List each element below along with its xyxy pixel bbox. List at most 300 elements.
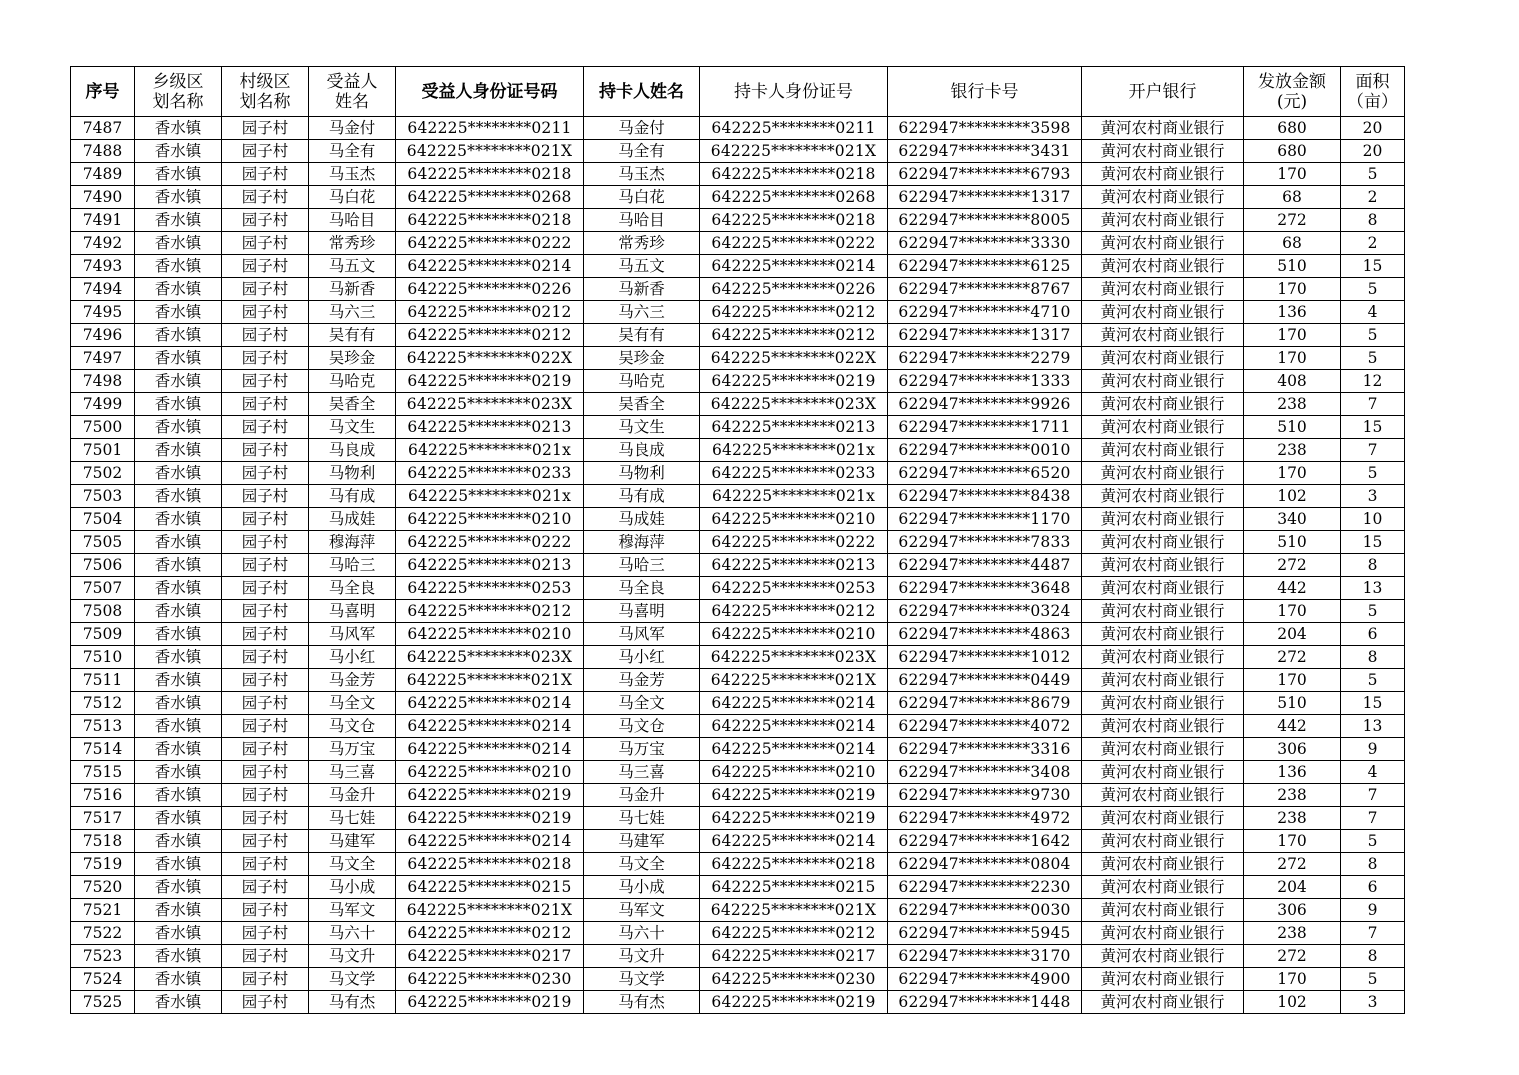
cell-cardholder-id: 642225********0217 <box>700 945 888 968</box>
cell-area: 13 <box>1341 715 1405 738</box>
cell-bank: 黄河农村商业银行 <box>1082 922 1244 945</box>
cell-bank: 黄河农村商业银行 <box>1082 462 1244 485</box>
table-row <box>71 531 1405 554</box>
cell-beneficiary-name: 马新香 <box>309 278 396 301</box>
cell-area: 5 <box>1341 600 1405 623</box>
cell-bank-card: 622947*********0030 <box>888 899 1082 922</box>
cell-village: 园子村 <box>222 416 309 439</box>
cell-bank: 黄河农村商业银行 <box>1082 416 1244 439</box>
cell-amount: 272 <box>1244 853 1341 876</box>
cell-cardholder-id: 642225********0226 <box>700 278 888 301</box>
table-row <box>71 117 1405 140</box>
cell-bank-card: 622947*********0010 <box>888 439 1082 462</box>
cell-cardholder-name: 马建军 <box>584 830 700 853</box>
table-body <box>71 117 1405 1014</box>
cell-cardholder-id: 642225********0218 <box>700 209 888 232</box>
cell-cardholder-id: 642225********0215 <box>700 876 888 899</box>
cell-area: 8 <box>1341 646 1405 669</box>
header-label: 发放金额 <box>1258 71 1326 92</box>
cell-bank-card: 622947*********4972 <box>888 807 1082 830</box>
cell-township: 香水镇 <box>135 462 222 485</box>
header-label: (元) <box>1276 91 1308 112</box>
cell-beneficiary-id: 642225********0226 <box>396 278 584 301</box>
cell-seq-no: 7495 <box>71 301 135 324</box>
cell-cardholder-id: 642225********0219 <box>700 991 888 1014</box>
cell-bank: 黄河农村商业银行 <box>1082 991 1244 1014</box>
cell-area: 8 <box>1341 853 1405 876</box>
cell-seq-no: 7521 <box>71 899 135 922</box>
cell-village: 园子村 <box>222 347 309 370</box>
cell-village: 园子村 <box>222 255 309 278</box>
cell-seq-no: 7488 <box>71 140 135 163</box>
table-row <box>71 324 1405 347</box>
table-row <box>71 485 1405 508</box>
cell-area: 5 <box>1341 324 1405 347</box>
cell-area: 5 <box>1341 968 1405 991</box>
cell-bank-card: 622947*********1333 <box>888 370 1082 393</box>
table-row <box>71 416 1405 439</box>
header-cardholder-id <box>700 67 888 117</box>
cell-area: 15 <box>1341 692 1405 715</box>
cell-cardholder-id: 642225********0214 <box>700 255 888 278</box>
cell-cardholder-name: 马哈目 <box>584 209 700 232</box>
table-row <box>71 508 1405 531</box>
cell-bank-card: 622947*********3598 <box>888 117 1082 140</box>
table-row <box>71 807 1405 830</box>
cell-beneficiary-id: 642225********021x <box>396 439 584 462</box>
cell-seq-no: 7497 <box>71 347 135 370</box>
header-beneficiary-name <box>309 67 396 117</box>
cell-area: 6 <box>1341 623 1405 646</box>
cell-area: 8 <box>1341 945 1405 968</box>
cell-beneficiary-id: 642225********0213 <box>396 554 584 577</box>
cell-cardholder-name: 马文生 <box>584 416 700 439</box>
cell-beneficiary-name: 马有杰 <box>309 991 396 1014</box>
table-row <box>71 163 1405 186</box>
cell-cardholder-id: 642225********0210 <box>700 508 888 531</box>
cell-cardholder-name: 马七娃 <box>584 807 700 830</box>
cell-village: 园子村 <box>222 876 309 899</box>
cell-beneficiary-id: 642225********0219 <box>396 370 584 393</box>
cell-beneficiary-id: 642225********0219 <box>396 807 584 830</box>
header-cardholder-name <box>584 67 700 117</box>
cell-area: 8 <box>1341 554 1405 577</box>
cell-bank: 黄河农村商业银行 <box>1082 439 1244 462</box>
cell-bank: 黄河农村商业银行 <box>1082 531 1244 554</box>
cell-beneficiary-name: 常秀珍 <box>309 232 396 255</box>
cell-area: 12 <box>1341 370 1405 393</box>
cell-beneficiary-name: 马金升 <box>309 784 396 807</box>
cell-cardholder-name: 马文学 <box>584 968 700 991</box>
cell-seq-no: 7522 <box>71 922 135 945</box>
cell-village: 园子村 <box>222 531 309 554</box>
cell-bank-card: 622947*********1012 <box>888 646 1082 669</box>
cell-seq-no: 7499 <box>71 393 135 416</box>
cell-cardholder-name: 马哈克 <box>584 370 700 393</box>
cell-bank: 黄河农村商业银行 <box>1082 853 1244 876</box>
cell-bank: 黄河农村商业银行 <box>1082 784 1244 807</box>
cell-bank: 黄河农村商业银行 <box>1082 646 1244 669</box>
cell-village: 园子村 <box>222 370 309 393</box>
cell-beneficiary-id: 642225********021x <box>396 485 584 508</box>
cell-township: 香水镇 <box>135 278 222 301</box>
header-village <box>222 67 309 117</box>
table-row <box>71 623 1405 646</box>
cell-seq-no: 7513 <box>71 715 135 738</box>
table-row <box>71 646 1405 669</box>
cell-cardholder-id: 642225********021X <box>700 669 888 692</box>
table-row <box>71 439 1405 462</box>
table-row <box>71 784 1405 807</box>
table-header <box>71 67 1405 117</box>
cell-beneficiary-id: 642225********021X <box>396 140 584 163</box>
table-row <box>71 600 1405 623</box>
cell-beneficiary-id: 642225********022X <box>396 347 584 370</box>
cell-cardholder-id: 642225********0212 <box>700 324 888 347</box>
cell-beneficiary-id: 642225********0219 <box>396 784 584 807</box>
cell-bank: 黄河农村商业银行 <box>1082 255 1244 278</box>
cell-beneficiary-name: 马六三 <box>309 301 396 324</box>
header-label: 持卡人身份证号 <box>734 81 853 102</box>
cell-bank: 黄河农村商业银行 <box>1082 738 1244 761</box>
cell-amount: 170 <box>1244 968 1341 991</box>
cell-cardholder-id: 642225********0212 <box>700 600 888 623</box>
cell-amount: 680 <box>1244 117 1341 140</box>
cell-seq-no: 7516 <box>71 784 135 807</box>
cell-village: 园子村 <box>222 761 309 784</box>
cell-beneficiary-name: 马军文 <box>309 899 396 922</box>
cell-township: 香水镇 <box>135 554 222 577</box>
cell-cardholder-name: 穆海萍 <box>584 531 700 554</box>
cell-bank: 黄河农村商业银行 <box>1082 508 1244 531</box>
table-row <box>71 393 1405 416</box>
cell-village: 园子村 <box>222 968 309 991</box>
cell-cardholder-id: 642225********023X <box>700 393 888 416</box>
header-seq-no <box>71 67 135 117</box>
cell-cardholder-name: 马金付 <box>584 117 700 140</box>
cell-township: 香水镇 <box>135 301 222 324</box>
table-row <box>71 278 1405 301</box>
cell-village: 园子村 <box>222 140 309 163</box>
cell-bank-card: 622947*********4710 <box>888 301 1082 324</box>
cell-cardholder-name: 马哈三 <box>584 554 700 577</box>
cell-bank-card: 622947*********2279 <box>888 347 1082 370</box>
cell-beneficiary-name: 马风军 <box>309 623 396 646</box>
cell-bank-card: 622947*********3316 <box>888 738 1082 761</box>
cell-area: 7 <box>1341 393 1405 416</box>
cell-village: 园子村 <box>222 462 309 485</box>
table-row <box>71 968 1405 991</box>
cell-seq-no: 7502 <box>71 462 135 485</box>
cell-beneficiary-id: 642225********0212 <box>396 600 584 623</box>
cell-township: 香水镇 <box>135 623 222 646</box>
header-amount <box>1244 67 1341 117</box>
cell-beneficiary-name: 马万宝 <box>309 738 396 761</box>
cell-cardholder-name: 马成娃 <box>584 508 700 531</box>
cell-beneficiary-name: 马有成 <box>309 485 396 508</box>
cell-bank: 黄河农村商业银行 <box>1082 830 1244 853</box>
cell-amount: 272 <box>1244 209 1341 232</box>
cell-bank: 黄河农村商业银行 <box>1082 968 1244 991</box>
cell-beneficiary-name: 马六十 <box>309 922 396 945</box>
cell-village: 园子村 <box>222 899 309 922</box>
cell-township: 香水镇 <box>135 738 222 761</box>
cell-township: 香水镇 <box>135 669 222 692</box>
cell-bank-card: 622947*********4900 <box>888 968 1082 991</box>
cell-seq-no: 7503 <box>71 485 135 508</box>
cell-village: 园子村 <box>222 209 309 232</box>
cell-cardholder-id: 642225********0233 <box>700 462 888 485</box>
cell-bank: 黄河农村商业银行 <box>1082 370 1244 393</box>
table-row <box>71 853 1405 876</box>
cell-amount: 136 <box>1244 761 1341 784</box>
header-beneficiary-id <box>396 67 584 117</box>
table-row <box>71 462 1405 485</box>
cell-village: 园子村 <box>222 232 309 255</box>
cell-beneficiary-id: 642225********0222 <box>396 232 584 255</box>
cell-beneficiary-id: 642225********0213 <box>396 416 584 439</box>
cell-bank: 黄河农村商业银行 <box>1082 623 1244 646</box>
cell-village: 园子村 <box>222 554 309 577</box>
header-label: 划名称 <box>152 91 204 112</box>
cell-seq-no: 7510 <box>71 646 135 669</box>
cell-area: 3 <box>1341 991 1405 1014</box>
cell-bank-card: 622947*********0324 <box>888 600 1082 623</box>
cell-village: 园子村 <box>222 186 309 209</box>
table-row <box>71 255 1405 278</box>
cell-bank: 黄河农村商业银行 <box>1082 692 1244 715</box>
cell-beneficiary-id: 642225********0212 <box>396 922 584 945</box>
cell-amount: 510 <box>1244 692 1341 715</box>
cell-beneficiary-name: 马文仓 <box>309 715 396 738</box>
table-row <box>71 738 1405 761</box>
cell-area: 20 <box>1341 117 1405 140</box>
cell-bank: 黄河农村商业银行 <box>1082 117 1244 140</box>
cell-beneficiary-name: 马小成 <box>309 876 396 899</box>
header-bank-card <box>888 67 1082 117</box>
cell-cardholder-id: 642225********0219 <box>700 784 888 807</box>
cell-beneficiary-id: 642225********0214 <box>396 830 584 853</box>
cell-cardholder-name: 马六十 <box>584 922 700 945</box>
cell-cardholder-id: 642225********0214 <box>700 830 888 853</box>
cell-amount: 102 <box>1244 485 1341 508</box>
cell-bank: 黄河农村商业银行 <box>1082 715 1244 738</box>
cell-bank-card: 622947*********8005 <box>888 209 1082 232</box>
cell-amount: 238 <box>1244 393 1341 416</box>
cell-village: 园子村 <box>222 117 309 140</box>
cell-bank: 黄河农村商业银行 <box>1082 232 1244 255</box>
cell-cardholder-name: 吴香全 <box>584 393 700 416</box>
cell-beneficiary-id: 642225********0219 <box>396 991 584 1014</box>
cell-bank-card: 622947*********1317 <box>888 186 1082 209</box>
cell-amount: 170 <box>1244 669 1341 692</box>
cell-township: 香水镇 <box>135 232 222 255</box>
cell-seq-no: 7506 <box>71 554 135 577</box>
cell-cardholder-id: 642225********021x <box>700 485 888 508</box>
cell-seq-no: 7508 <box>71 600 135 623</box>
cell-area: 4 <box>1341 761 1405 784</box>
cell-beneficiary-id: 642225********0212 <box>396 324 584 347</box>
cell-village: 园子村 <box>222 485 309 508</box>
cell-bank-card: 622947*********3648 <box>888 577 1082 600</box>
cell-area: 15 <box>1341 255 1405 278</box>
cell-cardholder-name: 马全良 <box>584 577 700 600</box>
cell-bank-card: 622947*********8767 <box>888 278 1082 301</box>
table-row <box>71 554 1405 577</box>
cell-area: 5 <box>1341 462 1405 485</box>
cell-beneficiary-id: 642225********0214 <box>396 715 584 738</box>
cell-bank-card: 622947*********8679 <box>888 692 1082 715</box>
cell-amount: 204 <box>1244 876 1341 899</box>
cell-village: 园子村 <box>222 692 309 715</box>
cell-beneficiary-name: 穆海萍 <box>309 531 396 554</box>
cell-township: 香水镇 <box>135 991 222 1014</box>
cell-township: 香水镇 <box>135 485 222 508</box>
cell-amount: 102 <box>1244 991 1341 1014</box>
cell-village: 园子村 <box>222 945 309 968</box>
cell-cardholder-id: 642225********0210 <box>700 623 888 646</box>
cell-bank: 黄河农村商业银行 <box>1082 761 1244 784</box>
cell-village: 园子村 <box>222 991 309 1014</box>
cell-village: 园子村 <box>222 669 309 692</box>
cell-village: 园子村 <box>222 324 309 347</box>
header-label: 划名称 <box>239 91 291 112</box>
cell-bank: 黄河农村商业银行 <box>1082 554 1244 577</box>
cell-beneficiary-id: 642225********0214 <box>396 738 584 761</box>
cell-amount: 170 <box>1244 347 1341 370</box>
cell-beneficiary-id: 642225********0218 <box>396 163 584 186</box>
cell-township: 香水镇 <box>135 899 222 922</box>
cell-amount: 306 <box>1244 899 1341 922</box>
cell-village: 园子村 <box>222 393 309 416</box>
cell-amount: 510 <box>1244 255 1341 278</box>
cell-cardholder-id: 642225********0214 <box>700 692 888 715</box>
cell-cardholder-name: 马喜明 <box>584 600 700 623</box>
cell-seq-no: 7500 <box>71 416 135 439</box>
cell-bank-card: 622947*********4863 <box>888 623 1082 646</box>
cell-bank-card: 622947*********7833 <box>888 531 1082 554</box>
cell-area: 7 <box>1341 784 1405 807</box>
cell-amount: 510 <box>1244 416 1341 439</box>
cell-area: 5 <box>1341 669 1405 692</box>
cell-seq-no: 7498 <box>71 370 135 393</box>
cell-beneficiary-id: 642225********023X <box>396 646 584 669</box>
cell-amount: 68 <box>1244 186 1341 209</box>
header-row <box>71 67 1405 117</box>
table-row <box>71 669 1405 692</box>
cell-township: 香水镇 <box>135 140 222 163</box>
cell-cardholder-name: 马全有 <box>584 140 700 163</box>
cell-beneficiary-id: 642225********0210 <box>396 508 584 531</box>
cell-seq-no: 7517 <box>71 807 135 830</box>
header-label: 开户银行 <box>1128 81 1197 102</box>
cell-bank-card: 622947*********9730 <box>888 784 1082 807</box>
cell-village: 园子村 <box>222 600 309 623</box>
cell-amount: 272 <box>1244 554 1341 577</box>
cell-cardholder-name: 马六三 <box>584 301 700 324</box>
cell-bank-card: 622947*********4072 <box>888 715 1082 738</box>
header-label: （亩） <box>1347 91 1398 112</box>
cell-village: 园子村 <box>222 163 309 186</box>
cell-township: 香水镇 <box>135 876 222 899</box>
cell-area: 8 <box>1341 209 1405 232</box>
cell-area: 9 <box>1341 899 1405 922</box>
cell-beneficiary-id: 642225********0233 <box>396 462 584 485</box>
cell-bank: 黄河农村商业银行 <box>1082 301 1244 324</box>
cell-township: 香水镇 <box>135 761 222 784</box>
cell-seq-no: 7487 <box>71 117 135 140</box>
header-label: 姓名 <box>335 91 369 112</box>
table-row <box>71 715 1405 738</box>
cell-area: 4 <box>1341 301 1405 324</box>
cell-beneficiary-id: 642225********0215 <box>396 876 584 899</box>
cell-township: 香水镇 <box>135 347 222 370</box>
header-label: 持卡人姓名 <box>599 81 684 102</box>
cell-township: 香水镇 <box>135 439 222 462</box>
cell-beneficiary-id: 642225********0214 <box>396 255 584 278</box>
table-row <box>71 876 1405 899</box>
cell-cardholder-name: 马文全 <box>584 853 700 876</box>
cell-township: 香水镇 <box>135 186 222 209</box>
cell-village: 园子村 <box>222 807 309 830</box>
table-row <box>71 140 1405 163</box>
cell-seq-no: 7518 <box>71 830 135 853</box>
cell-amount: 442 <box>1244 577 1341 600</box>
cell-cardholder-id: 642225********0211 <box>700 117 888 140</box>
cell-amount: 238 <box>1244 784 1341 807</box>
cell-area: 7 <box>1341 439 1405 462</box>
cell-beneficiary-id: 642225********0253 <box>396 577 584 600</box>
cell-seq-no: 7512 <box>71 692 135 715</box>
cell-area: 5 <box>1341 163 1405 186</box>
cell-village: 园子村 <box>222 439 309 462</box>
subsidy-table <box>70 66 1405 1014</box>
cell-township: 香水镇 <box>135 600 222 623</box>
cell-seq-no: 7492 <box>71 232 135 255</box>
cell-cardholder-name: 马金升 <box>584 784 700 807</box>
cell-cardholder-id: 642225********0219 <box>700 807 888 830</box>
cell-cardholder-id: 642225********0210 <box>700 761 888 784</box>
header-label: 受益人 <box>326 71 378 92</box>
cell-area: 7 <box>1341 807 1405 830</box>
cell-village: 园子村 <box>222 301 309 324</box>
cell-beneficiary-id: 642225********0212 <box>396 301 584 324</box>
cell-beneficiary-id: 642225********021X <box>396 899 584 922</box>
cell-seq-no: 7490 <box>71 186 135 209</box>
table-row <box>71 830 1405 853</box>
cell-village: 园子村 <box>222 738 309 761</box>
cell-cardholder-id: 642225********0218 <box>700 163 888 186</box>
cell-bank-card: 622947*********8438 <box>888 485 1082 508</box>
cell-beneficiary-id: 642225********0268 <box>396 186 584 209</box>
cell-beneficiary-id: 642225********0218 <box>396 209 584 232</box>
cell-township: 香水镇 <box>135 646 222 669</box>
cell-seq-no: 7509 <box>71 623 135 646</box>
cell-area: 2 <box>1341 232 1405 255</box>
cell-area: 5 <box>1341 347 1405 370</box>
cell-bank: 黄河农村商业银行 <box>1082 278 1244 301</box>
cell-beneficiary-id: 642225********0211 <box>396 117 584 140</box>
table-row <box>71 577 1405 600</box>
cell-amount: 170 <box>1244 278 1341 301</box>
cell-cardholder-id: 642225********0213 <box>700 554 888 577</box>
cell-seq-no: 7514 <box>71 738 135 761</box>
cell-cardholder-id: 642225********0230 <box>700 968 888 991</box>
cell-beneficiary-name: 马成娃 <box>309 508 396 531</box>
cell-township: 香水镇 <box>135 830 222 853</box>
cell-beneficiary-name: 吴珍金 <box>309 347 396 370</box>
cell-cardholder-name: 马有成 <box>584 485 700 508</box>
